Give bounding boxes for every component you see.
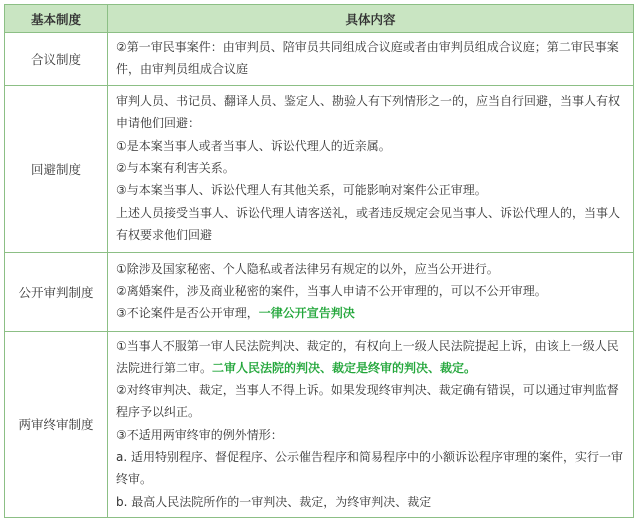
header-basic-system: 基本制度 [5, 5, 108, 33]
two-instance-item-1-highlight: 二审人民法院的判决、裁定是终审的判决、裁定。 [212, 360, 477, 375]
row-name-two-instance: 两审终审制度 [5, 331, 108, 517]
page [4, 4, 633, 518]
row-content-recusal [108, 85, 634, 252]
row-content-two-instance [108, 331, 634, 517]
two-instance-item-b: b. 最高人民法院所作的一审判决、裁定，为终审判决、裁定 [116, 494, 432, 509]
row-content-public-trial [108, 252, 634, 331]
row-name-public-trial: 公开审判制度 [5, 252, 108, 331]
public-item-3-highlight: 一律公开宣告判决 [258, 306, 355, 321]
recusal-item-3: ③与本案当事人、诉讼代理人有其他关系，可能影响对案件公正审理。 [116, 183, 487, 198]
table-row [5, 252, 634, 331]
public-item-2: ②离婚案件，涉及商业秘密的案件，当事人申请不公开审理的，可以不公开审理。 [116, 283, 547, 298]
public-item-1: ①除涉及国家秘密、个人隐私或者法律另有规定的以外，应当公开进行。 [116, 261, 499, 276]
recusal-intro: 审判人员、书记员、翻译人员、鉴定人、勘验人有下列情形之一的，应当自行回避，当事人有权申请他们回避： [116, 94, 621, 131]
public-item-3 [116, 302, 626, 324]
two-instance-item-1-text: ①当事人不服第一审人民法院判决、裁定的，有权向上一级人民法院提起上诉，由该上一级人民法院进行第二审。 [116, 338, 619, 375]
two-instance-item-a: a. 适用特别程序、督促程序、公示催告程序和简易程序中的小额诉讼程序审理的案件，实行一审终审。 [116, 450, 623, 487]
table-row [5, 33, 634, 86]
system-table [4, 4, 634, 518]
row-name-collegial: 合议制度 [5, 33, 108, 86]
collegial-text: ②第一审民事案件：由审判员、陪审员共同组成合议庭或者由审判员组成合议庭；第二审民事案件，由审判员组成合议庭 [116, 40, 619, 77]
recusal-item-2: ②与本案有利害关系。 [116, 160, 235, 175]
row-name-recusal: 回避制度 [5, 85, 108, 252]
two-instance-item-2: ②对终审判决、裁定，当事人不得上诉。如果发现终审判决、裁定确有错误，可以通过审判监督程序予以纠正。 [116, 383, 619, 420]
header-specific-content: 具体内容 [108, 5, 634, 33]
recusal-item-1: ①是本案当事人或者当事人、诉讼代理人的近亲属。 [116, 138, 391, 153]
two-instance-item-1 [116, 335, 626, 380]
row-content-collegial [108, 33, 634, 86]
table-row [5, 331, 634, 517]
public-item-3-prefix: ③不论案件是否公开审理， [116, 306, 259, 321]
table-header-row [5, 5, 634, 33]
table-row [5, 85, 634, 252]
recusal-outro: 上述人员接受当事人、诉讼代理人请客送礼，或者违反规定会见当事人、诉讼代理人的，当事人有权要求他们回避 [116, 205, 621, 242]
two-instance-item-3: ③不适用两审终审的例外情形： [116, 427, 283, 442]
